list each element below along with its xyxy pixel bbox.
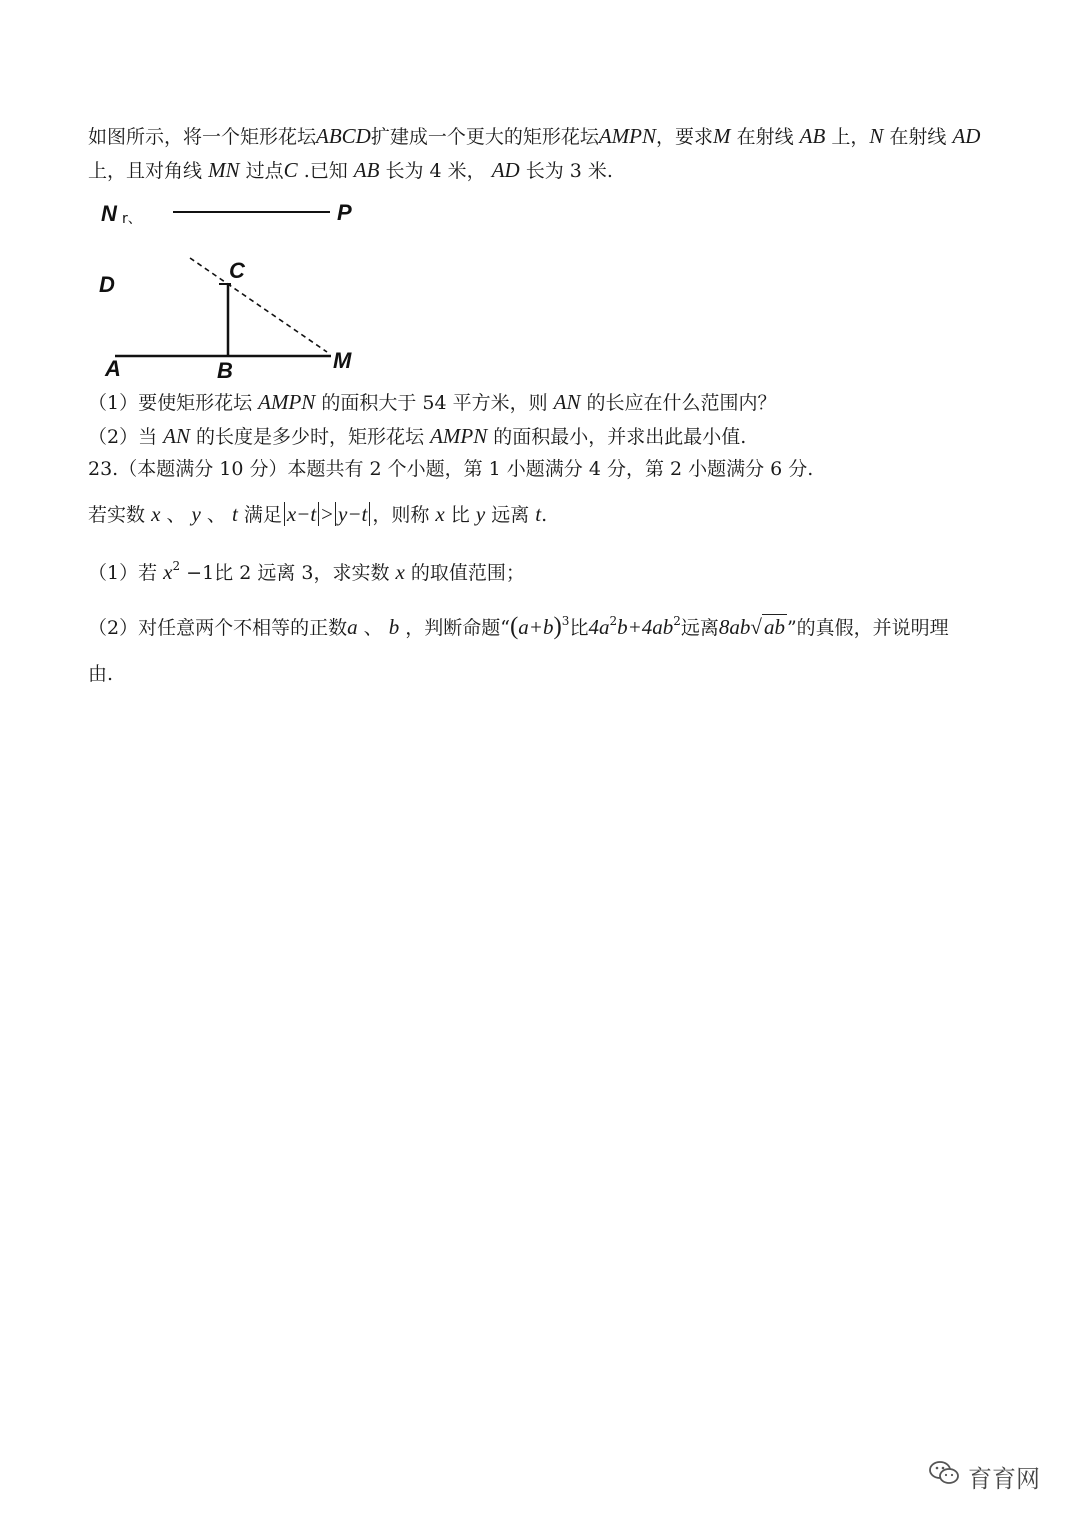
label-d: D (99, 272, 115, 297)
problem23-q2-continued: 由. (88, 663, 114, 685)
label-a: A (105, 356, 121, 381)
label-b: B (217, 358, 233, 382)
label-n: N (101, 201, 117, 226)
problem22-intro-line2: 上，且对角线 MN 过点C .已知 AB 长为 4 米， AD 长为 3 米. (88, 158, 613, 182)
problem23-q1: （1）若 $x^2 -1$比 2 远离 3，求实数 x 的取值范围； (88, 559, 525, 584)
label-p: P (337, 200, 352, 225)
watermark (928, 1458, 1053, 1494)
wechat-icon (928, 1459, 960, 1493)
problem23-q2: （2）对任意两个不相等的正数a 、 b ，判断命题“$(a+b)^3$比$4a^2b+4ab^2$远离8ab√ab ”的真假，并说明理 (88, 613, 949, 640)
abs-x-minus-t: x−t (284, 502, 319, 526)
problem22-q2: （2）当 AN 的长度是多少时，矩形花坛 AMPN 的面积最小，并求出此最小值. (88, 424, 747, 448)
problem23-header: 23.（本题满分 10 分）本题共有 2 个小题，第 1 小题满分 4 分，第 2 小题满分 6 分. (88, 458, 814, 480)
label-n-mark: r、 (122, 211, 142, 227)
problem23-definition: 若实数 x 、 y 、 t 满足 x−t > y−t ，则称 x 比 y 远离 t. (88, 502, 548, 526)
label-m: M (333, 348, 352, 373)
problem22-q1: （1）要使矩形花坛 AMPN 的面积大于 54 平方米，则 AN 的长应在什么范围内？ (88, 390, 777, 414)
abs-y-minus-t: y−t (335, 502, 370, 526)
problem22-intro-line1: 如图所示，将一个矩形花坛ABCD扩建成一个更大的矩形花坛AMPN，要求M 在射线 AB 上，N 在射线 AD (88, 124, 981, 148)
sqrt-ab: ab (763, 615, 785, 639)
geometry-figure (95, 196, 375, 382)
label-c: C (229, 258, 245, 283)
diagonal-mn-dashed (190, 258, 327, 352)
watermark-label: 育育网 (968, 1464, 1040, 1493)
